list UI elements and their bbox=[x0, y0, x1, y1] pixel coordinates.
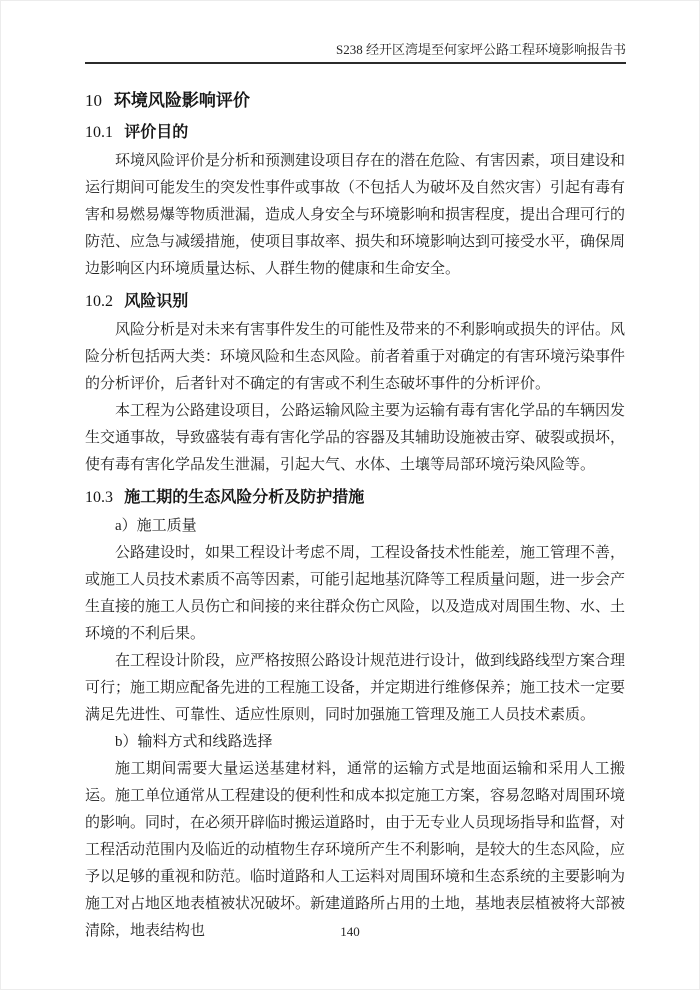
running-header bbox=[85, 42, 626, 64]
paragraph-construction-quality: 公路建设时，如果工程设计考虑不周，工程设备技术性能差，施工管理不善，或施工人员技术素质不高等因素，可能引起地基沉降等工程质量问题，进一步会产生直接的施工人员伤亡和间接的来往群众伤亡风险，以及造成对周围生物、水、土环境的不利后果。 bbox=[85, 545, 626, 642]
list-item-a: a）施工质量 bbox=[115, 518, 197, 534]
section-title: 评价目的 bbox=[124, 124, 189, 141]
list-item-b: b）输料方式和线路选择 bbox=[115, 734, 273, 750]
page-content bbox=[85, 78, 625, 945]
section-heading-10-3 bbox=[85, 483, 625, 513]
section-number: 10.1 bbox=[85, 124, 113, 141]
section-title: 风险识别 bbox=[124, 293, 189, 310]
paragraph-transport-risk: 本工程为公路建设项目，公路运输风险主要为运输有毒有害化学品的车辆因发生交通事故，导致盛装有毒有害化学品的容器及其辅助设施被击穿、破裂或损坏，使有毒有害化学品发生泄漏，引起大气、水体、土壤等局部环境污染风险等。 bbox=[85, 403, 626, 473]
running-header-title: S238 经开区湾堤至何家坪公路工程环境影响报告书 bbox=[336, 42, 626, 57]
section-number: 10.3 bbox=[85, 489, 113, 506]
chapter-heading bbox=[85, 86, 625, 116]
chapter-number: 10 bbox=[85, 91, 102, 110]
paragraph-risk-analysis: 风险分析是对未来有害事件发生的可能性及带来的不利影响或损失的评估。风险分析包括两大类：环境风险和生态风险。前者着重于对确定的有害环境污染事件的分析评价，后者针对不确定的有害或不利生态破坏事件的分析评价。 bbox=[85, 322, 626, 392]
paragraph-design-phase: 在工程设计阶段，应严格按照公路设计规范进行设计，做到线路线型方案合理可行；施工期应配备先进的工程施工设备，并定期进行维修保养；施工技术一定要满足先进性、可靠性、适应性原则，同时加强施工管理及施工人员技术素质。 bbox=[85, 653, 626, 723]
paragraph-evaluation-purpose: 环境风险评价是分析和预测建设项目存在的潜在危险、有害因素，项目建设和运行期间可能发生的突发性事件或事故（不包括人为破坏及自然灾害）引起有毒有害和易燃易爆等物质泄漏，造成人身安全与环境影响和损害程度，提出合理可行的防范、应急与减缓措施，使项目事故率、损失和环境影响达到可接受水平，确保周边影响区内环境质量达标、人群生物的健康和生命安全。 bbox=[85, 153, 626, 277]
paragraph-material-transport: 施工期间需要大量运送基建材料，通常的运输方式是地面运输和采用人工搬运。施工单位通常从工程建设的便利性和成本拟定施工方案，容易忽略对周围环境的影响。同时，在必须开辟临时搬运道路时，由于无专业人员现场指导和监督，对工程活动范围内及临近的动植物生存环境所产生不利影响，是较大的生态风险，应予以足够的重视和防范。临时道路和人工运料对周围环境和生态系统的主要影响为施工对占地区地表植被状况破坏。新建道路所占用的土地，基地表层植被将大部被清除，地表结构也 bbox=[85, 761, 626, 939]
chapter-title: 环境风险影响评价 bbox=[113, 91, 250, 110]
section-heading-10-1 bbox=[85, 118, 625, 148]
page-number: 140 bbox=[340, 924, 360, 939]
section-title: 施工期的生态风险分析及防护措施 bbox=[124, 489, 365, 506]
section-heading-10-2 bbox=[85, 287, 625, 317]
section-number: 10.2 bbox=[85, 293, 113, 310]
